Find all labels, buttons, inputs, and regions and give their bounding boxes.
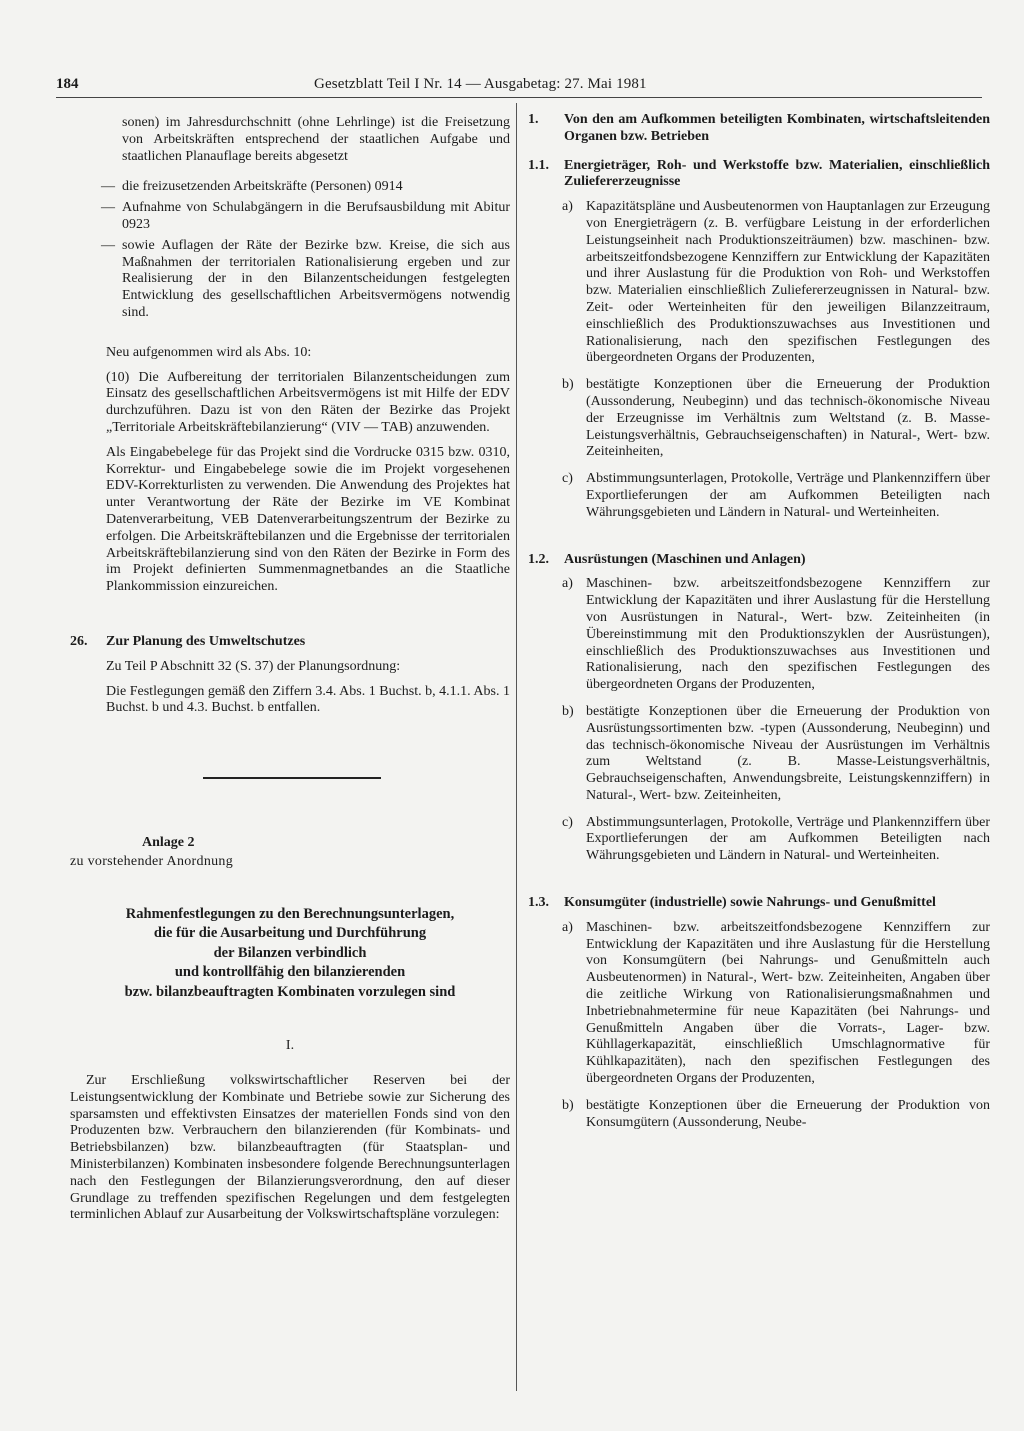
column-divider [516, 103, 517, 1391]
item-letter: b) [562, 703, 574, 719]
list-item [528, 920, 990, 1088]
section-number: 1.2. [528, 551, 549, 567]
right-column [528, 112, 990, 1131]
item-letter: c) [562, 814, 573, 830]
roman-numeral-heading: I. [285, 1038, 295, 1054]
item-text: bestätigte Konzeptionen über die Erneuerung der Produktion (Aussonderung, Neubeginn) und das technisch-ökonomische Niveau der Erzeugnisse im Verhältnis zum Weltstand (z. B. Masse-Leistungsverhältnis, Gebrauchseigenschaften) in Natural-, Wert- bzw. Zeiteinheiten, [586, 377, 990, 460]
section-title: Zur Planung des Umweltschutzes [106, 633, 306, 649]
item-text: Kapazitätspläne und Ausbeutenormen von Hauptanlagen zur Erzeugung von Energieträgern (z. B. verfügbare Leistung in der erforderlichen Leistungseinheit nach Produktionszeiträumen) bzw. maschinen- bzw. arbeitszeitfondsbezogene Kennziffern zur Entwicklung der Kapazitäten und ihrer Auslastung für die Produktion von Roh- und Werkstoffen bzw. Materialien einschließlich Zuliefererzeugnissen in Natural- bzw. Zeit- oder Werteinheiten für den jeweiligen Bilanzzeitraum, einschließlich des Produktionszuwachses aus Investitionen und Rationalisierung, nach den spezifischen Festlegungen des übergeordneten Organs der Produzenten, [586, 199, 990, 366]
section-1-heading [528, 112, 990, 146]
new-paragraph-intro: Neu aufgenommen wird als Abs. 10: [106, 344, 312, 360]
left-column [70, 115, 510, 1224]
paragraph-eingabebelege: Als Eingabebelege für das Projekt sind die Vordrucke 0315 bzw. 0310, Korrektur- und Eingabebelege sowie die im Projekt vorgesehenen EDV-Korrekturlisten zu verwenden. Die Anwendung des Projektes hat unter Verantwortung der Räte der Bezirke im VE Kombinat Datenverarbeitung, VEB Datenverarbeitungszentrum der Bezirke zu erfolgen. Die Arbeitskräftebilanzen und die Ergebnisse der territorialen Arbeitskräftebilanzierung sind von den Räten der Bezirke in Form des im Projekt definierten Summenmagnetbandes an die Staatliche Plankommission einzureichen. [106, 444, 510, 595]
paragraph-10: (10) Die Aufbereitung der territorialen Bilanzentscheidungen zum Einsatz des gesellschaftlichen Arbeitsvermögens ist mit Hilfe der EDV durchzuführen. Dazu ist von den Räten der Bezirke das Projekt „Territoriale Arbeitskräftebilanzierung“ (VIV — TAB) anzuwenden. [106, 369, 510, 435]
section-title: Ausrüstungen (Maschinen und Anlagen) [564, 551, 806, 567]
bullet-item [70, 238, 510, 322]
list-item [528, 471, 990, 521]
intro-text: sonen) im Jahresdurchschnitt (ohne Lehrlinge) ist die Freisetzung von Arbeitskräften entsprechend der staatlichen Aufgabe und staatlichen Planauflage bereits abgesetzt [122, 115, 510, 164]
item-text: Maschinen- bzw. arbeitszeitfondsbezogene Kennziffern zur Entwicklung der Kapazitäten und ihre Auslastung für die Herstellung von Konsumgütern (bei Nahrungs- und Genußmitteln auch Ausbeutenormen) in Natural-, Wert- bzw. Zeiteinheiten, Angaben über die zeitliche Wirkung von Rationalisierungsmaßnahmen und Inbetriebnahmetermine für neue Kapazitäten (bei Nahrungs- und Genußmitteln Angaben über die Vorrats-, Lager- bzw. Kühllagerkapazität, einschließlich Umschlagnormative für Kühlkapazitäten), nach den spezifischen Festlegungen des übergeordneten Organs der Produzenten, [586, 919, 990, 1087]
list-item [528, 377, 990, 461]
item-letter: c) [562, 471, 573, 487]
section-number: 26. [70, 633, 88, 649]
bullet-item [70, 179, 510, 196]
dash-marker: — [101, 179, 115, 195]
item-letter: a) [562, 576, 573, 592]
title-line: bzw. bilanzbeauftragten Kombinaten vorzulegen sind [124, 983, 456, 1000]
item-letter: b) [562, 1097, 574, 1113]
section-1-3-heading [528, 895, 990, 912]
page-number: 184 [56, 76, 79, 92]
section-title: Energieträger, Roh- und Werkstoffe bzw. Materialien, einschließlich Zuliefererzeugnisse [564, 157, 990, 190]
anlage-subtitle: zu vorstehender Anordnung [70, 853, 234, 869]
item-text: bestätigte Konzeptionen über die Erneuerung der Produktion von Konsumgütern (Aussonderung, Neube- [586, 1097, 990, 1130]
list-item [528, 576, 990, 694]
section-1-1-heading [528, 158, 990, 192]
list-item [528, 815, 990, 865]
section-number: 1.1. [528, 157, 549, 173]
anlage-body: Zur Erschließung volkswirtschaftlicher Reserven bei der Leistungsentwicklung der Kombinate und Betriebe sowie zur Sicherung des sparsamsten und effektivsten Einsatzes der materiellen Fonds sind von den Produzenten bzw. Verbrauchern den bilanzierenden (für Kombinats- und Betriebsbilanzen) bzw. bilanzbeauftragten (für Staatsplan- und Ministerbilanzen) Kombinaten insbesondere folgende Berechnungsunterlagen nach den Festlegungen der Bilanzierungsverordnung, den auf dieser Grundlage zu treffenden spezifischen Regelungen und dem festgelegten terminlichen Ablauf zur Ausarbeitung der Volkswirtschaftspläne vorzulegen: [70, 1073, 510, 1223]
section-26-line-2: Die Festlegungen gemäß den Ziffern 3.4. Abs. 1 Buchst. b, 4.1.1. Abs. 1 Buchst. b und 4.3. Buchst. b entfallen. [106, 683, 510, 716]
list-item [528, 1098, 990, 1132]
list-item [528, 704, 990, 805]
item-text: Abstimmungsunterlagen, Protokolle, Verträge und Plankennziffern über Exportlieferungen der am Aufkommen Beteiligten nach Währungsgebieten und Ländern in Natural- und Werteinheiten. [586, 814, 990, 864]
list-item [528, 199, 990, 367]
section-26-heading [70, 634, 510, 651]
section-26-line-1: Zu Teil P Abschnitt 32 (S. 37) der Planungsordnung: [106, 658, 401, 674]
bullet-text: Aufnahme von Schulabgängern in die Berufsausbildung mit Abitur 0923 [122, 200, 510, 232]
dash-marker: — [101, 200, 115, 216]
running-head: Gesetzblatt Teil I Nr. 14 — Ausgabetag: 27. Mai 1981 [314, 76, 647, 92]
bullet-item [70, 200, 510, 234]
item-letter: a) [562, 919, 573, 935]
section-number: 1. [528, 112, 539, 127]
title-line: der Bilanzen verbindlich [213, 944, 367, 961]
bullet-text: die freizusetzenden Arbeitskräfte (Personen) 0914 [122, 179, 403, 195]
anlage-label: Anlage 2 [142, 835, 195, 851]
item-text: bestätigte Konzeptionen über die Erneuerung der Produktion von Ausrüstungssortimenten bzw. -typen (Aussonderung, Neubeginn) und das technisch-ökonomische Niveau der Ausrüstungen im Verhältnis zum Weltstand (z. B. Masse-Leistungsverhältnis, Gebrauchseigenschaften, Anwendungsbreite, Leistungskennziffern) in Natural-, Wert- bzw. Zeiteinheiten, [586, 703, 990, 803]
section-title: Von den am Aufkommen beteiligten Kombinaten, wirtschaftsleitenden Organen bzw. Betrieben [564, 112, 990, 144]
header-rule [56, 97, 982, 98]
section-number: 1.3. [528, 895, 549, 911]
item-text: Maschinen- bzw. arbeitszeitfondsbezogene Kennziffern zur Entwicklung der Kapazitäten und ihrer Auslastung für die Herstellung von Ausrüstungen in Natural-, Wert- bzw. Zeiteinheiten (in Übereinstimmung mit den Produktionszyklen der Ausrüstungen), einschließlich des Produktionszuwachses aus Investitionen und Rationalisierung, nach den spezifischen Festlegungen des übergeordneten Organs der Produzenten, [586, 576, 990, 693]
item-letter: a) [562, 199, 573, 215]
separator-rule [203, 777, 381, 779]
item-letter: b) [562, 377, 574, 393]
title-line: Rahmenfestlegungen zu den Berechnungsunterlagen, [125, 905, 455, 922]
title-line: und kontrollfähig den bilanzierenden [174, 964, 406, 981]
section-1-2-heading [528, 552, 990, 569]
bullet-text: sowie Auflagen der Räte der Bezirke bzw. Kreise, die sich aus Maßnahmen der territorialen Rationalisierung ergeben und zur Realisierung der in den Bilanzentscheidungen festgelegten Entwicklung des gesellschaftlichen Arbeitsvermögens notwendig sind. [122, 237, 510, 320]
dash-marker: — [101, 237, 115, 253]
item-text: Abstimmungsunterlagen, Protokolle, Verträge und Plankennziffern über Exportlieferungen der am Aufkommen Beteiligten nach Währungsgebieten und Ländern in Natural- und Werteinheiten. [586, 471, 990, 520]
title-line: die für die Ausarbeitung und Durchführung [153, 925, 427, 942]
anlage-title [70, 905, 510, 1003]
section-title: Konsumgüter (industrielle) sowie Nahrungs- und Genußmittel [564, 895, 936, 911]
